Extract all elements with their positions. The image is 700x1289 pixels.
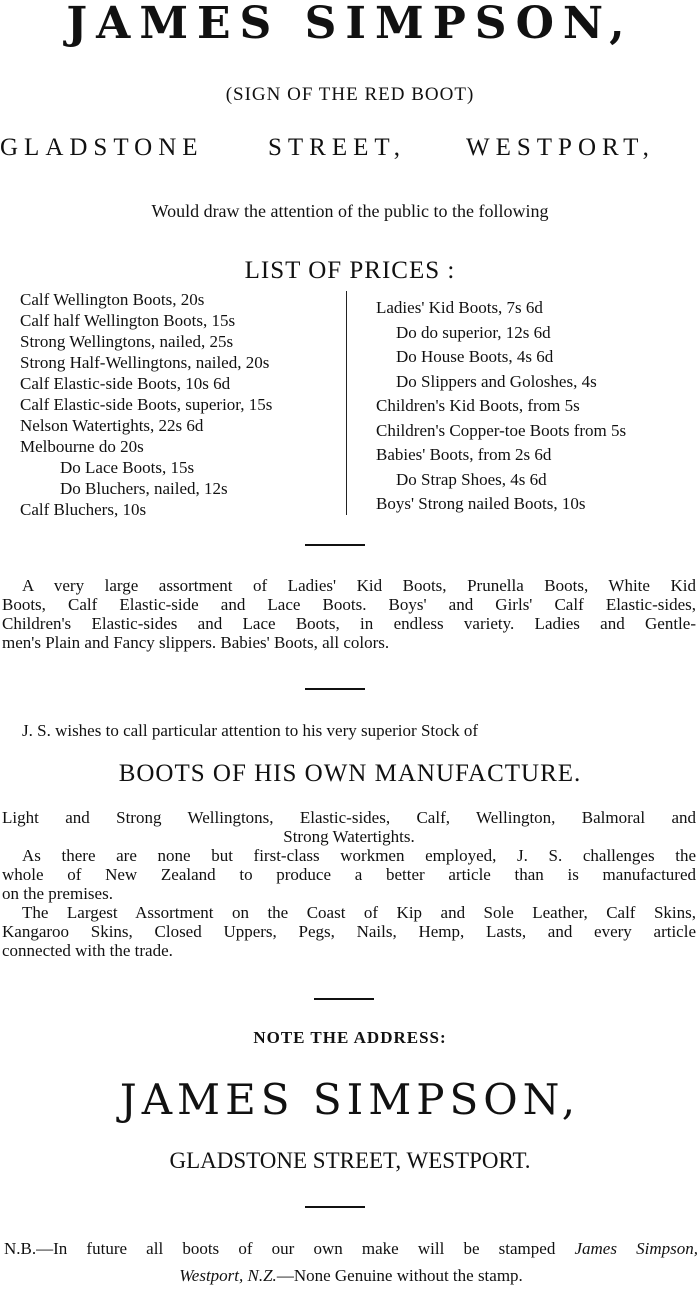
- street-word-3: WESTPORT,: [466, 134, 655, 161]
- price-item: Do Bluchers, nailed, 12s: [60, 479, 228, 498]
- nb-suffix: —None Genuine without the stamp.: [276, 1266, 523, 1285]
- price-item: Ladies' Kid Boots, 7s 6d: [376, 298, 543, 317]
- text-line: Kangaroo Skins, Closed Uppers, Pegs, Nails, Hemp, Lasts, and every article: [2, 922, 696, 941]
- divider-rule: [305, 688, 365, 690]
- street-word-1: GLADSTONE: [0, 134, 204, 161]
- manufacture-heading: BOOTS OF HIS OWN MANUFACTURE.: [118, 760, 582, 787]
- price-item: Do Slippers and Goloshes, 4s: [396, 371, 597, 391]
- nb-stamp-place: Westport, N.Z.: [179, 1266, 277, 1285]
- text-line: connected with the trade.: [2, 941, 173, 960]
- price-item: Children's Kid Boots, from 5s: [376, 396, 580, 415]
- price-item: Do Lace Boots, 15s: [60, 458, 195, 477]
- intro-text: Would draw the attention of the public to the following: [151, 201, 549, 221]
- nb-line-2: [4, 1266, 698, 1286]
- text-line: Light and Strong Wellingtons, Elastic-sides, Calf, Wellington, Balmoral and: [2, 808, 696, 827]
- text-line: A very large assortment of Ladies' Kid Boots, Prunella Boots, White Kid: [22, 576, 696, 595]
- divider-rule: [305, 1206, 365, 1208]
- price-item: Melbourne do 20s: [20, 437, 144, 456]
- price-item: Calf Bluchers, 10s: [20, 500, 147, 519]
- price-item: Boys' Strong nailed Boots, 10s: [376, 494, 586, 513]
- manufacture-paragraph: [2, 808, 696, 960]
- price-list-left: [20, 289, 340, 520]
- street-word-2: STREET,: [268, 134, 407, 161]
- text-line: The Largest Assortment on the Coast of Kip and Sole Leather, Calf Skins,: [22, 903, 696, 922]
- price-item: Nelson Watertights, 22s 6d: [20, 416, 204, 435]
- footer-address: GLADSTONE STREET, WESTPORT.: [169, 1148, 531, 1173]
- merchant-name-footer: JAMES SIMPSON,: [119, 1075, 581, 1124]
- nb-line-1: [4, 1239, 698, 1259]
- price-item: Babies' Boots, from 2s 6d: [376, 445, 552, 464]
- price-list-heading: LIST OF PRICES :: [244, 257, 456, 284]
- column-divider: [346, 291, 347, 515]
- manufacture-intro: J. S. wishes to call particular attention to his very superior Stock of: [22, 721, 479, 740]
- text-line: Strong Watertights.: [283, 827, 415, 846]
- merchant-name-heading: JAMES SIMPSON,: [66, 0, 634, 49]
- price-item: Calf Elastic-side Boots, superior, 15s: [20, 395, 273, 414]
- sign-subtitle: (SIGN OF THE RED BOOT): [225, 84, 475, 105]
- text-line: whole of New Zealand to produce a better article than is manufactured: [2, 865, 696, 884]
- note-address-label: NOTE THE ADDRESS:: [253, 1028, 447, 1047]
- nb-stamp-name: James Simpson,: [574, 1239, 698, 1258]
- price-item: Do Strap Shoes, 4s 6d: [396, 469, 547, 489]
- price-item: Strong Half-Wellingtons, nailed, 20s: [20, 353, 270, 372]
- price-item: Do do superior, 12s 6d: [396, 322, 551, 342]
- text-line: As there are none but first-class workmen employed, J. S. challenges the: [22, 846, 696, 865]
- price-item: Calf Wellington Boots, 20s: [20, 290, 205, 309]
- text-line: Boots, Calf Elastic-side and Lace Boots. Boys' and Girls' Calf Elastic-sides,: [2, 595, 696, 614]
- price-item: Strong Wellingtons, nailed, 25s: [20, 332, 234, 351]
- text-line: Children's Elastic-sides and Lace Boots, in endless variety. Ladies and Gentle-: [2, 614, 696, 633]
- price-item: Children's Copper-toe Boots from 5s: [376, 420, 627, 440]
- nb-prefix: N.B.—In future all boots of our own make will be stamped: [4, 1239, 575, 1258]
- divider-rule: [314, 998, 374, 1000]
- divider-rule: [305, 544, 365, 546]
- price-item: Calf half Wellington Boots, 15s: [20, 311, 236, 330]
- price-list-right: [376, 296, 696, 517]
- text-line: men's Plain and Fancy slippers. Babies' Boots, all colors.: [2, 633, 390, 652]
- price-item: Calf Elastic-side Boots, 10s 6d: [20, 374, 231, 393]
- text-line: on the premises.: [2, 884, 113, 903]
- price-item: Do House Boots, 4s 6d: [396, 347, 554, 366]
- assortment-paragraph: [2, 576, 696, 652]
